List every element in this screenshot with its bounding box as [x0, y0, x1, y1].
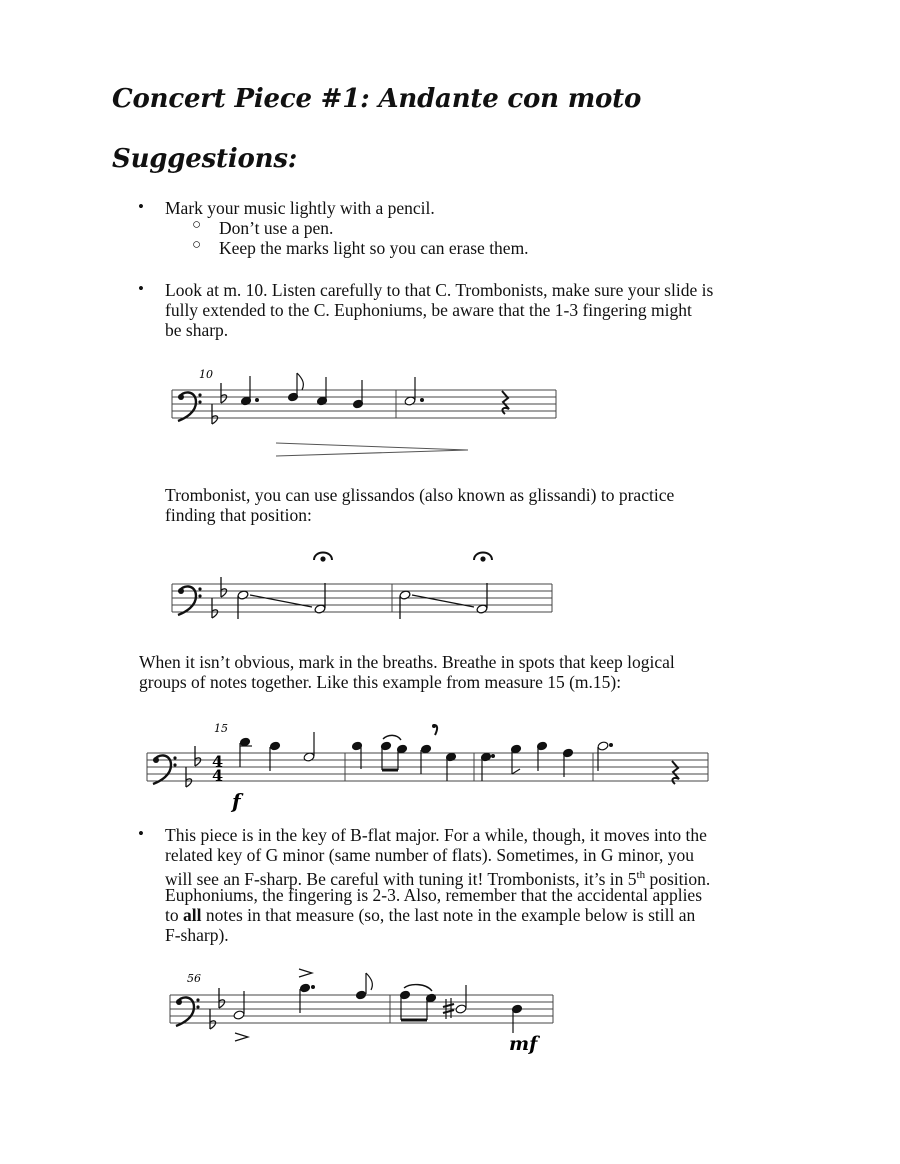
- bullet-3-line-5: to all notes in that measure (so, the last note in the example below is still an: [165, 905, 696, 925]
- music-example-m56: [0, 965, 900, 1065]
- breath-note-line-1: When it isn’t obvious, mark in the breaths. Breathe in spots that keep logical: [139, 652, 675, 672]
- bullet-3-line-2: related key of G minor (same number of flats). Sometimes, in G minor, you: [165, 845, 695, 865]
- slur: [383, 735, 401, 740]
- breath-note-line-2: groups of notes together. Like this example from measure 15 (m.15):: [139, 672, 622, 692]
- sub-bullet-2: Keep the marks light so you can erase them.: [219, 238, 529, 258]
- bullet-1-text: Mark your music lightly with a pencil.: [165, 198, 435, 218]
- music-example-glissando: [0, 545, 900, 625]
- bullet-2-line-1: Look at m. 10. Listen carefully to that C. Trombonists, make sure your slide is: [165, 280, 714, 300]
- bullet-icon: •: [138, 824, 144, 843]
- measure-number: 15: [214, 722, 228, 735]
- music-example-m15: [0, 715, 900, 815]
- dynamic-marking: mf: [509, 1033, 538, 1055]
- accent-icon: [299, 969, 312, 977]
- bullet-3-line-4: Euphoniums, the fingering is 2-3. Also, remember that the accidental applies: [165, 885, 703, 905]
- fermata-icon: [314, 553, 332, 561]
- bullet-icon: •: [138, 197, 144, 216]
- page-title: Concert Piece #1: Andante con moto: [112, 84, 642, 114]
- fermata-icon: [474, 553, 492, 561]
- bullet-3-line-1: This piece is in the key of B-flat major. For a while, though, it moves into the: [165, 825, 707, 845]
- bullet-2-line-3: be sharp.: [165, 320, 229, 340]
- time-signature-top: 4: [212, 752, 224, 771]
- sub-bullet-icon: ○: [192, 217, 202, 233]
- dynamic-marking: f: [232, 789, 241, 813]
- music-example-m10: [0, 360, 900, 470]
- accent-icon: [235, 1033, 248, 1041]
- bullet-icon: •: [138, 279, 144, 298]
- bullet-3-line-6: F-sharp).: [165, 925, 229, 945]
- bullet-3-line-3: will see an F-sharp. Be careful with tuning it! Trombonists, it’s in 5th position.: [165, 868, 711, 889]
- measure-number: 56: [187, 972, 201, 985]
- section-heading: Suggestions:: [112, 144, 298, 174]
- measure-number: 10: [199, 368, 213, 381]
- slur: [404, 985, 432, 991]
- decrescendo-hairpin: [276, 443, 468, 456]
- trombone-note-line-2: finding that position:: [165, 505, 312, 525]
- time-signature-bottom: 4: [212, 766, 224, 785]
- bullet-2-line-2: fully extended to the C. Euphoniums, be aware that the 1-3 fingering might: [165, 300, 692, 320]
- trombone-note-line-1: Trombonist, you can use glissandos (also known as glissandi) to practice: [165, 485, 675, 505]
- sub-bullet-1: Don’t use a pen.: [219, 218, 334, 238]
- sub-bullet-icon: ○: [192, 237, 202, 253]
